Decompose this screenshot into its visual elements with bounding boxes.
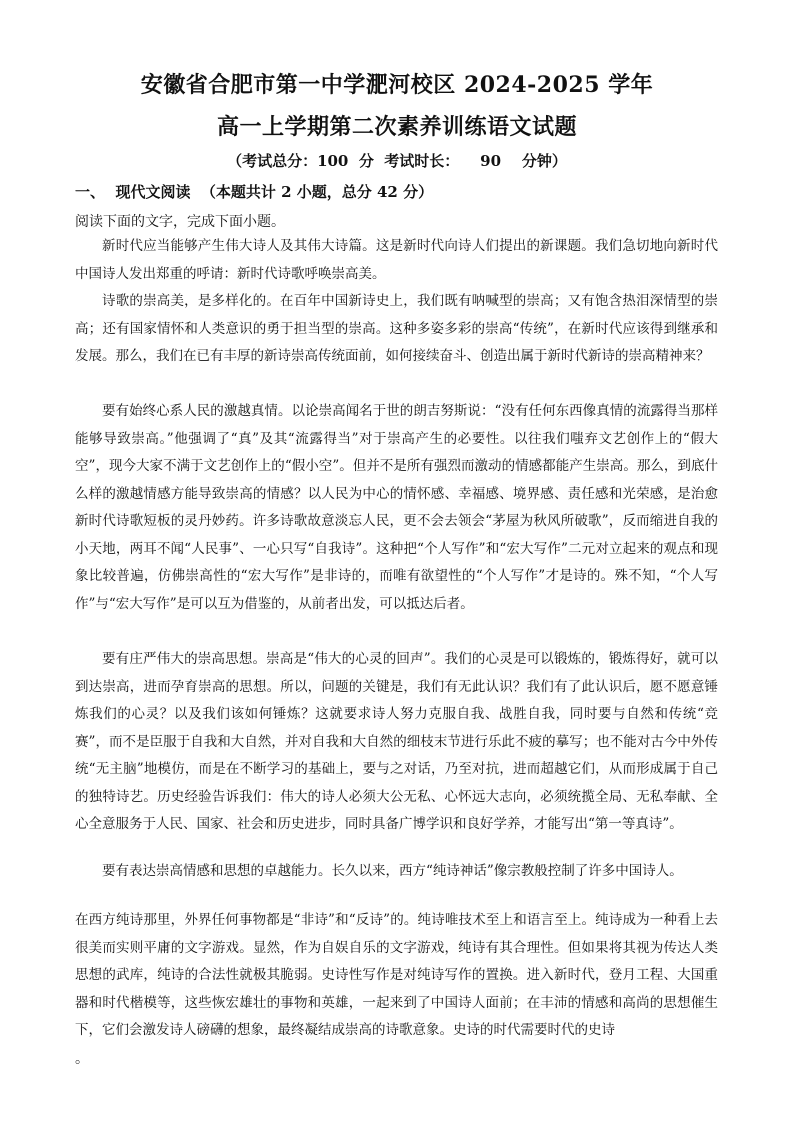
document-title-line1: 安徽省合肥市第一中学淝河校区 2024-2025 学年 [140, 72, 654, 98]
section-heading: 一、 现代文阅读 （本题共计 2 小题，总分 42 分） [75, 183, 434, 201]
document-title-line2: 高一上学期第二次素养训练语文试题 [216, 114, 577, 140]
passage-paragraph-1: 新时代应当能够产生伟大诗人及其伟大诗篇。这是新时代向诗人们提出的新课题。我们急切地向新时代中国诗人发出郑重的呼请：新时代诗歌呼唤崇高美。 [75, 238, 718, 282]
reading-instruction: 阅读下面的文字，完成下面小题。 [75, 214, 285, 230]
passage-paragraph-5: 要有表达崇高情感和思想的卓越能力。长久以来，西方“纯诗神话”像宗教般控制了许多中国诗人。 [102, 863, 683, 879]
passage-paragraph-3: 要有始终心系人民的激越真情。以论崇高闻名于世的朗吉努斯说：“没有任何东西像真情的流露得当那样能够导致崇高。”他强调了“真”及其“流露得当”对于崇高产生的必要性。以往我们嗤弃文艺创作上的“假大空”，现今大家不满于文艺创作上的“假小空”。但并不是所有强烈而激动的情感都能产生崇高。那么，到底什么样的激越情感方能导致崇高的情感？以人民为中心的情怀感、幸福感、境界感、责任感和光荣感，是治愈新时代诗歌短板的灵丹妙药。许多诗歌故意淡忘人民，更不会去领会“茅屋为秋风所破歌”，反而缩进自我的小天地，两耳不闻“人民事”、一心只写“自我诗”。这种把“个人写作”和“宏大写作”二元对立起来的观点和现象比较普遍，仿佛崇高性的“宏大写作”是非诗的，而唯有欲望性的“个人写作”才是诗的。殊不知，“个人写作”与“宏大写作”是可以互为借鉴的，从前者出发，可以抵达后者。 [75, 403, 718, 612]
passage-paragraph-6: 在西方纯诗那里，外界任何事物都是“非诗”和“反诗”的。纯诗唯技术至上和语言至上。纯诗成为一种看上去很美而实则平庸的文字游戏。显然，作为自娱自乐的文字游戏，纯诗有其合理性。但如果将其视为传达人类思想的武库，纯诗的合法性就极其脆弱。史诗性写作是对纯诗写作的置换。进入新时代，登月工程、大国重器和时代楷模等，这些恢宏雄壮的事物和英雄，一起来到了中国诗人面前；在丰沛的情感和高尚的思想催生下，它们会激发诗人磅礴的想象，最终凝结成崇高的诗歌意象。史诗的时代需要时代的史诗 [75, 912, 718, 1038]
passage-paragraph-4: 要有庄严伟大的崇高思想。崇高是“伟大的心灵的回声”。我们的心灵是可以锻炼的，锻炼得好，就可以到达崇高，进而孕育崇高的思想。所以，问题的关键是，我们有无此认识？我们有了此认识后，愿不愿意锤炼我们的心灵？以及我们该如何锤炼？这就要求诗人努力克服自我、战胜自我，同时要与自然和传统“竞赛”，而不是臣服于自我和大自然，并对自我和大自然的细枝末节进行乐此不疲的摹写；也不能对古今中外传统“无主脑”地模仿，而是在不断学习的基础上，要与之对话，乃至对抗，进而超越它们，从而形成属于自己的独特诗艺。历史经验告诉我们：伟大的诗人必须大公无私、心怀远大志向，必须统揽全局、无私奉献、全心全意服务于人民、国家、社会和历史进步，同时具备广博学识和良好学养，才能写出“第一等真诗”。 [75, 651, 718, 832]
exam-info: （考试总分：100 分 考试时长： 90 分钟） [227, 152, 567, 170]
passage-paragraph-2: 诗歌的崇高美，是多样化的。在百年中国新诗史上，我们既有呐喊型的崇高；又有饱含热泪深情型的崇高；还有国家情怀和人类意识的勇于担当型的崇高。这种多姿多彩的崇高“传统”，在新时代应该得到继承和发展。那么，我们在已有丰厚的新诗崇高传统面前，如何接续奋斗、创造出属于新时代新诗的崇高精神来？ [75, 293, 718, 364]
trailing-punctuation: 。 [75, 1051, 89, 1067]
